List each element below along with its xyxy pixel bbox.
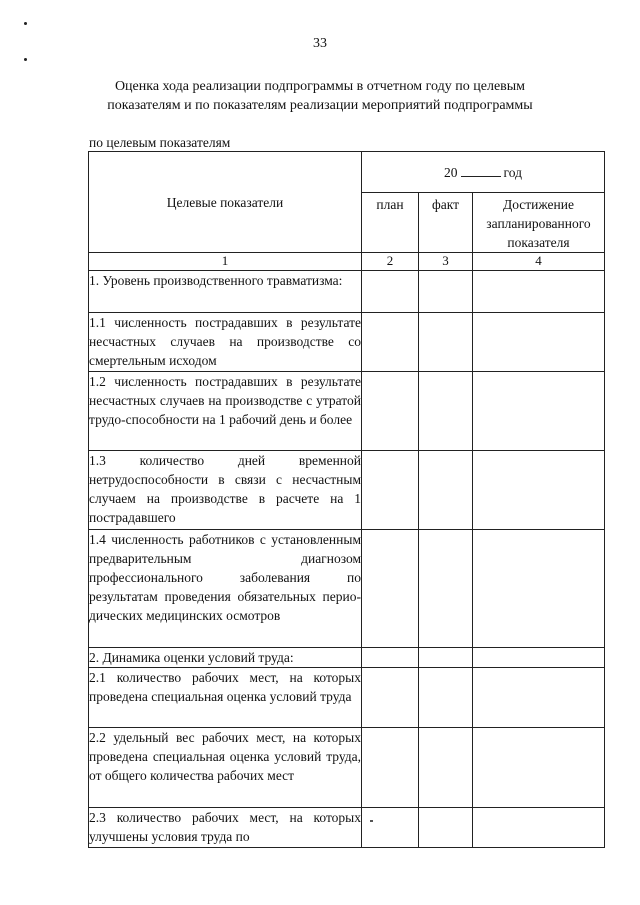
year-blank-line [461, 163, 501, 177]
table-row [89, 728, 605, 808]
indicator-label: 1.2 численность пострадавших в результате несчастных случаев на производстве с утратой трудо-способности на 1 рабочий день и более [89, 372, 362, 451]
indicator-label: 1.3 количество дней временной нетрудоспособности в связи с несчастным случаем на производстве в расчете на 1 пострадавшего [89, 451, 362, 530]
fact-cell [419, 808, 473, 848]
table-row [89, 451, 605, 530]
plan-cell [362, 271, 419, 313]
column-number: 1 [89, 253, 362, 271]
table-row [89, 372, 605, 451]
plan-cell [362, 668, 419, 728]
header-indicators: Целевые показатели [89, 152, 362, 253]
indicator-label: 2. Динамика оценки условий труда: [89, 648, 362, 668]
header-achievement: Достижение запланированного показателя [473, 193, 605, 253]
indicator-label: 1.1 численность пострадавших в результате несчастных случаев на производстве со смертельным исходом [89, 313, 362, 372]
table-row [89, 668, 605, 728]
table-row [89, 313, 605, 372]
achievement-cell [473, 648, 605, 668]
table-row [89, 530, 605, 648]
page-title: Оценка хода реализации подпрограммы в отчетном году по целевым показателям и по показателям реализации мероприятий подпрограммы [107, 79, 533, 113]
achievement-cell [473, 728, 605, 808]
header-plan: план [362, 193, 419, 253]
plan-cell [362, 451, 419, 530]
scan-mark-dot [24, 22, 27, 25]
table-caption: по целевым показателям [89, 135, 231, 150]
fact-cell [419, 451, 473, 530]
scan-mark [370, 820, 373, 822]
plan-cell [362, 530, 419, 648]
achievement-cell [473, 372, 605, 451]
fact-cell [419, 668, 473, 728]
indicator-label: 2.2 удельный вес рабочих мест, на которых проведена специальная оценка условий труда, от общего количества рабочих мест [89, 728, 362, 808]
achievement-cell [473, 451, 605, 530]
achievement-cell [473, 808, 605, 848]
table-row [89, 271, 605, 313]
plan-cell [362, 808, 419, 848]
fact-cell [419, 530, 473, 648]
indicators-table [88, 151, 605, 848]
fact-cell [419, 372, 473, 451]
column-number: 3 [419, 253, 473, 271]
achievement-cell [473, 313, 605, 372]
table-row [89, 808, 605, 848]
table-row [89, 648, 605, 668]
indicator-label: 2.3 количество рабочих мест, на которых улучшены условия труда по [89, 808, 362, 848]
achievement-cell [473, 668, 605, 728]
indicator-label: 1. Уровень производственного травматизма: [89, 271, 362, 313]
header-fact: факт [419, 193, 473, 253]
indicator-label: 2.1 количество рабочих мест, на которых проведена специальная оценка условий труда [89, 668, 362, 728]
indicator-label: 1.4 численность работников с установленным предварительным диагнозом профессионального заболевания по результатам проведения обязательных перио-дических медицинских осмотров [89, 530, 362, 648]
achievement-cell [473, 530, 605, 648]
fact-cell [419, 648, 473, 668]
plan-cell [362, 728, 419, 808]
page-number: 33 [313, 36, 327, 51]
fact-cell [419, 271, 473, 313]
plan-cell [362, 648, 419, 668]
plan-cell [362, 372, 419, 451]
fact-cell [419, 313, 473, 372]
plan-cell [362, 313, 419, 372]
year-prefix: 20 [444, 164, 458, 180]
header-year [362, 152, 605, 193]
year-suffix: год [503, 164, 522, 180]
scan-mark-dot [24, 58, 27, 61]
column-number: 2 [362, 253, 419, 271]
column-number: 4 [473, 253, 605, 271]
fact-cell [419, 728, 473, 808]
column-numbers-row [89, 253, 605, 271]
achievement-cell [473, 271, 605, 313]
